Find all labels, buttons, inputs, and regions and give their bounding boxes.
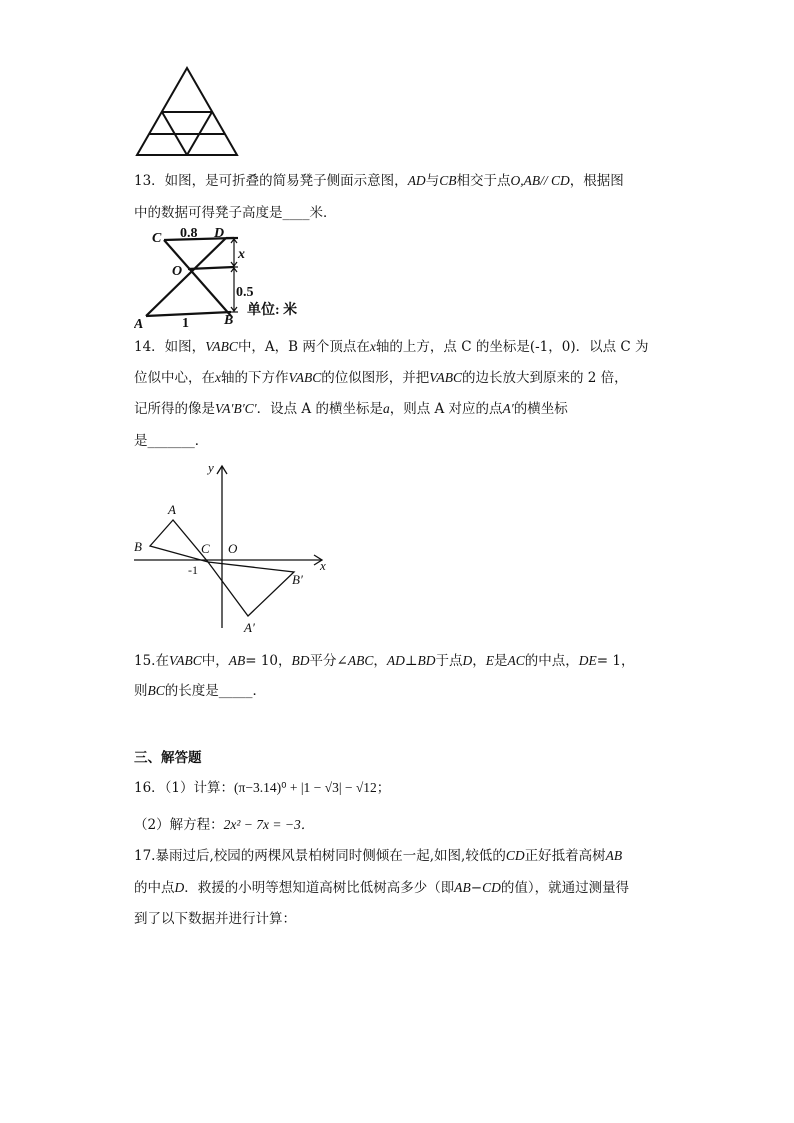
q15-math: AB [228,653,246,668]
q15-text: 则 [134,683,148,699]
q15-text: 中， [201,653,229,669]
q13-text: 与 [425,173,440,189]
q15-text: 的中点， [524,653,579,669]
q15-math: BD [291,653,310,668]
q15-line2 [134,681,266,701]
triangle-ABC [150,520,208,562]
q15-math: BC [147,683,165,698]
q14-text: 位似中心，在 [134,370,215,386]
q13-line1 [134,171,624,191]
q15-text: ⊥ [404,653,418,669]
q15-text: = 1， [596,653,635,669]
triangle-ApBpC [208,562,294,616]
q17-text: 的值），就通过测量得 [500,880,630,896]
q13-line2: 中的数据可得凳子高度是____米． [134,205,337,221]
q15-math: D [462,653,473,668]
similarity-figure [128,458,338,638]
q14-line4: 是_______． [134,433,209,449]
q15-math: DE [578,653,597,668]
q14-math: VABC [205,339,238,354]
q16-part1 [134,778,390,798]
q14-line1 [134,337,649,357]
q15-math: AC [507,653,525,668]
q17-math: CD [482,880,501,895]
label-O: O [172,264,183,279]
q17-text: − [470,880,483,896]
q17-math: CD [505,848,525,863]
q14-text: 轴的上方，点 C 的坐标是(-1，0)．以点 C 为 [375,339,649,355]
label-x: x [238,247,245,262]
q15-text: 于点 [435,653,463,669]
q14-text: 中，A，B 两个顶点在 [237,339,370,355]
stool-figure [134,224,310,332]
q13-text: ，根据图 [569,173,624,189]
label-bottom-len: 1 [182,316,189,331]
label-A: A [168,502,176,517]
q14-math: VA′B′C′ [215,401,257,416]
q15-text: 平分∠ [309,653,348,669]
label-A: A [134,317,144,332]
label-x: x [320,558,326,573]
q13-text: 13．如图，是可折叠的简易凳子侧面示意图， [134,173,408,189]
q14-math: x [369,339,376,354]
q15-line1 [134,651,635,671]
q13-math: CB [439,173,457,188]
label-B-prime: B′ [292,572,303,587]
label-y: y [208,460,214,475]
q15-math: E [485,653,495,668]
q15-math: BD [417,653,436,668]
q17-line3: 到了以下数据并进行计算： [134,911,296,927]
segment-AD [146,238,226,316]
q14-math: VABC [429,370,462,385]
label-top-len: 0.8 [180,226,198,241]
q14-text: 的横坐标 [513,401,568,417]
label-unit: 单位: 米 [247,303,298,318]
q14-text: ，则点 A 对应的点 [389,401,503,417]
q17-text: ．救援的小明等想知道高树比低树高多少（即 [184,880,455,896]
label-B: B [224,313,234,328]
q14-text: 轴的下方作 [221,370,289,386]
q15-text: ， [472,653,486,669]
label-A-prime: A′ [244,620,255,635]
q15-text: 是 [494,653,508,669]
q17-text: 的中点 [134,880,175,896]
label-O: O [228,541,238,556]
q17-line1 [134,846,622,866]
q13-math: O,AB// CD [510,173,570,188]
label-lower-len: 0.5 [236,285,254,300]
q15-text: 的长度是_____． [164,683,267,699]
q14-math: a [382,401,390,416]
q14-math: A′ [502,401,514,416]
q15-math: VABC [168,653,202,668]
q16-label: （2）解方程： [134,817,224,833]
label-C: C [201,541,210,556]
q14-math: x [215,370,221,385]
label-minus-one: -1 [188,563,198,577]
q15-math: ABC [347,653,374,668]
label-C: C [152,231,162,246]
q17-text: 正好抵着高树 [524,848,606,864]
q15-text: 15.在 [134,653,169,669]
q17-text: 17.暴雨过后,校园的两棵风景柏树同时侧倾在一起,如图,较低的 [134,848,506,864]
triangle-figure [134,64,242,158]
q17-line2 [134,878,629,898]
q14-text: ．设点 A 的横坐标是 [256,401,383,417]
section-title: 三、解答题 [134,750,202,766]
q15-text: = 10， [245,653,292,669]
q14-line3 [134,399,568,419]
q16-expression: (π−3.14)⁰ + |1 − √3| − √12； [234,780,391,795]
q13-math: AD [407,173,426,188]
q15-math: AD [386,653,405,668]
label-B: B [134,539,142,554]
q17-math: AB [605,848,623,863]
q14-text: 14．如图， [134,339,206,355]
q16-part2 [134,815,314,835]
q16-equation: 2x² − 7x = −3． [223,817,315,832]
q14-text: 记所得的像是 [134,401,215,417]
q15-text: ， [373,653,387,669]
q17-math: D [174,880,185,895]
q14-text: 的位似图形，并把 [321,370,430,386]
q14-text: 的边长放大到原来的 2 倍， [462,370,628,386]
q14-math: VABC [288,370,322,385]
q17-math: AB [454,880,471,895]
q13-text: 相交于点 [456,173,511,189]
q14-line2 [134,368,628,388]
q16-label: 16．（1）计算： [134,780,235,796]
label-D: D [214,226,225,241]
